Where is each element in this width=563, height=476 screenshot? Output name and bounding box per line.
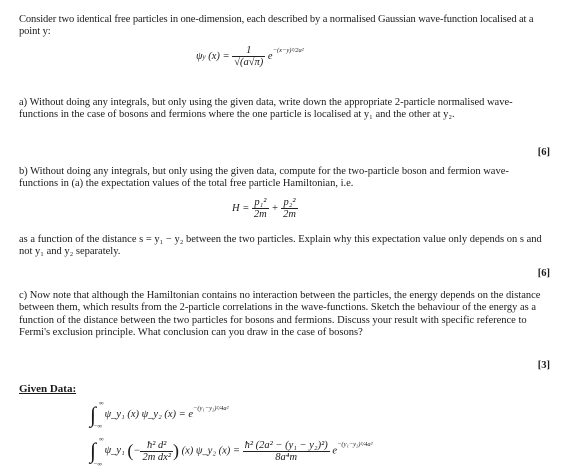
norm-denominator: √(a√π) bbox=[234, 57, 264, 68]
kinetic-term-2-den: 2m bbox=[283, 209, 296, 220]
part-b-marks: [6] bbox=[537, 268, 550, 279]
kinetic-operator bbox=[140, 440, 173, 463]
given-overlap-integral bbox=[90, 402, 229, 432]
part-a-paragraph: a) Without doing any integrals, but only using the given data, write down the appropriate 2-particle normalised wave-functions in the case of bosons and fermions where the one particle is localised at y₁ and the other at y₂. bbox=[19, 97, 513, 121]
kinetic-result bbox=[243, 440, 330, 463]
open-paren: ( bbox=[127, 440, 134, 461]
integral-sign: ∫ bbox=[90, 402, 97, 427]
psi-symbol: ψ bbox=[196, 50, 203, 62]
result-exp-base: e bbox=[332, 445, 338, 457]
norm-numerator: 1 bbox=[232, 45, 265, 57]
kinetic-term-2 bbox=[281, 197, 298, 220]
kinetic-term-1-den: 2m bbox=[253, 209, 267, 220]
part-c-paragraph: c) Now note that although the Hamiltonian contains no interaction between the particles, the energy depends on the distance between them, which results from the 2-particle correlations in the wave-functions. Sketch the behaviour of the energy as a function of the distance between the two particles for bosons and fermions. Discuss your result with specific reference to Fermi's exclusion principle. What conclusion can you draw in the case of bosons? bbox=[19, 290, 541, 339]
operator-den: 2m dx² bbox=[142, 451, 171, 463]
given-data-heading: Given Data: bbox=[19, 383, 77, 395]
part-b-paragraph: b) Without doing any integrals, but only using the given data, compute for the two-particle boson and fermion wave-functions in (a) the expectation values of the total free particle Hamiltonian, i.e. bbox=[19, 166, 509, 190]
lower-limit: −∞ bbox=[93, 423, 103, 430]
kinetic-term-2-num: p₂² bbox=[281, 197, 298, 209]
intro-paragraph: Consider two identical free particles in one-dimension, each described by a normalised Gaussian wave-function localised at a point y: bbox=[19, 14, 534, 38]
upper-limit-2: ∞ bbox=[99, 436, 104, 443]
psi-subscript: y bbox=[202, 52, 206, 61]
hamiltonian-lhs: H = bbox=[232, 202, 250, 214]
kinetic-term-1-num: p₁² bbox=[252, 197, 269, 209]
upper-limit: ∞ bbox=[99, 400, 104, 407]
kinetic-term-1 bbox=[252, 197, 269, 220]
part-b-followup: as a function of the distance s = y₁ − y₂ between the two particles. Explain why this expectation value only depends on s and not y₁ and y₂ separately. bbox=[19, 234, 542, 258]
result-num: ħ² (2a² − (y₁ − y₂)²) bbox=[244, 439, 328, 451]
integral-sign-2: ∫ bbox=[90, 438, 97, 463]
part-a-marks: [6] bbox=[537, 147, 550, 158]
operator-num: ħ² d² bbox=[140, 440, 173, 452]
exp-base: e bbox=[267, 50, 273, 62]
result-exponent: −(y₁−y₂)²/4a² bbox=[337, 441, 373, 449]
psi-y1: ψ_y₁ bbox=[104, 445, 125, 457]
part-c-marks: [3] bbox=[537, 360, 550, 371]
plus-sign: + bbox=[271, 202, 279, 214]
lower-limit-2: −∞ bbox=[93, 461, 103, 468]
norm-fraction bbox=[232, 45, 265, 68]
exp-exponent: −(x−y)²/2a² bbox=[272, 46, 304, 54]
psi-arg: (x) = bbox=[208, 50, 230, 62]
wavefunction-equation bbox=[196, 45, 304, 68]
kinetic-rhs: (x) ψ_y₂ (x) = bbox=[181, 445, 240, 457]
result-den: 8a⁴m bbox=[275, 451, 298, 463]
hamiltonian-equation bbox=[232, 197, 298, 220]
overlap-exponent: −(y₁−y₂)²/4a² bbox=[193, 405, 229, 413]
overlap-integrand: ψ_y₁ (x) ψ_y₂ (x) = e bbox=[104, 409, 193, 421]
given-kinetic-integral: ∫ ∞ −∞ ψ_y₁ (− $\frac{\text{ħ² d²}}{\text{2m dx²}}$ ) (x) ψ_y₂ (x) = $\frac{\text{ħ² (2a² − (y₁ − y₂)²)}}{\text{8a⁴m}}$ $e^{-(y_1-y_2)^2/4a^2}$ bbox=[90, 436, 373, 468]
close-paren: ) bbox=[173, 440, 179, 461]
